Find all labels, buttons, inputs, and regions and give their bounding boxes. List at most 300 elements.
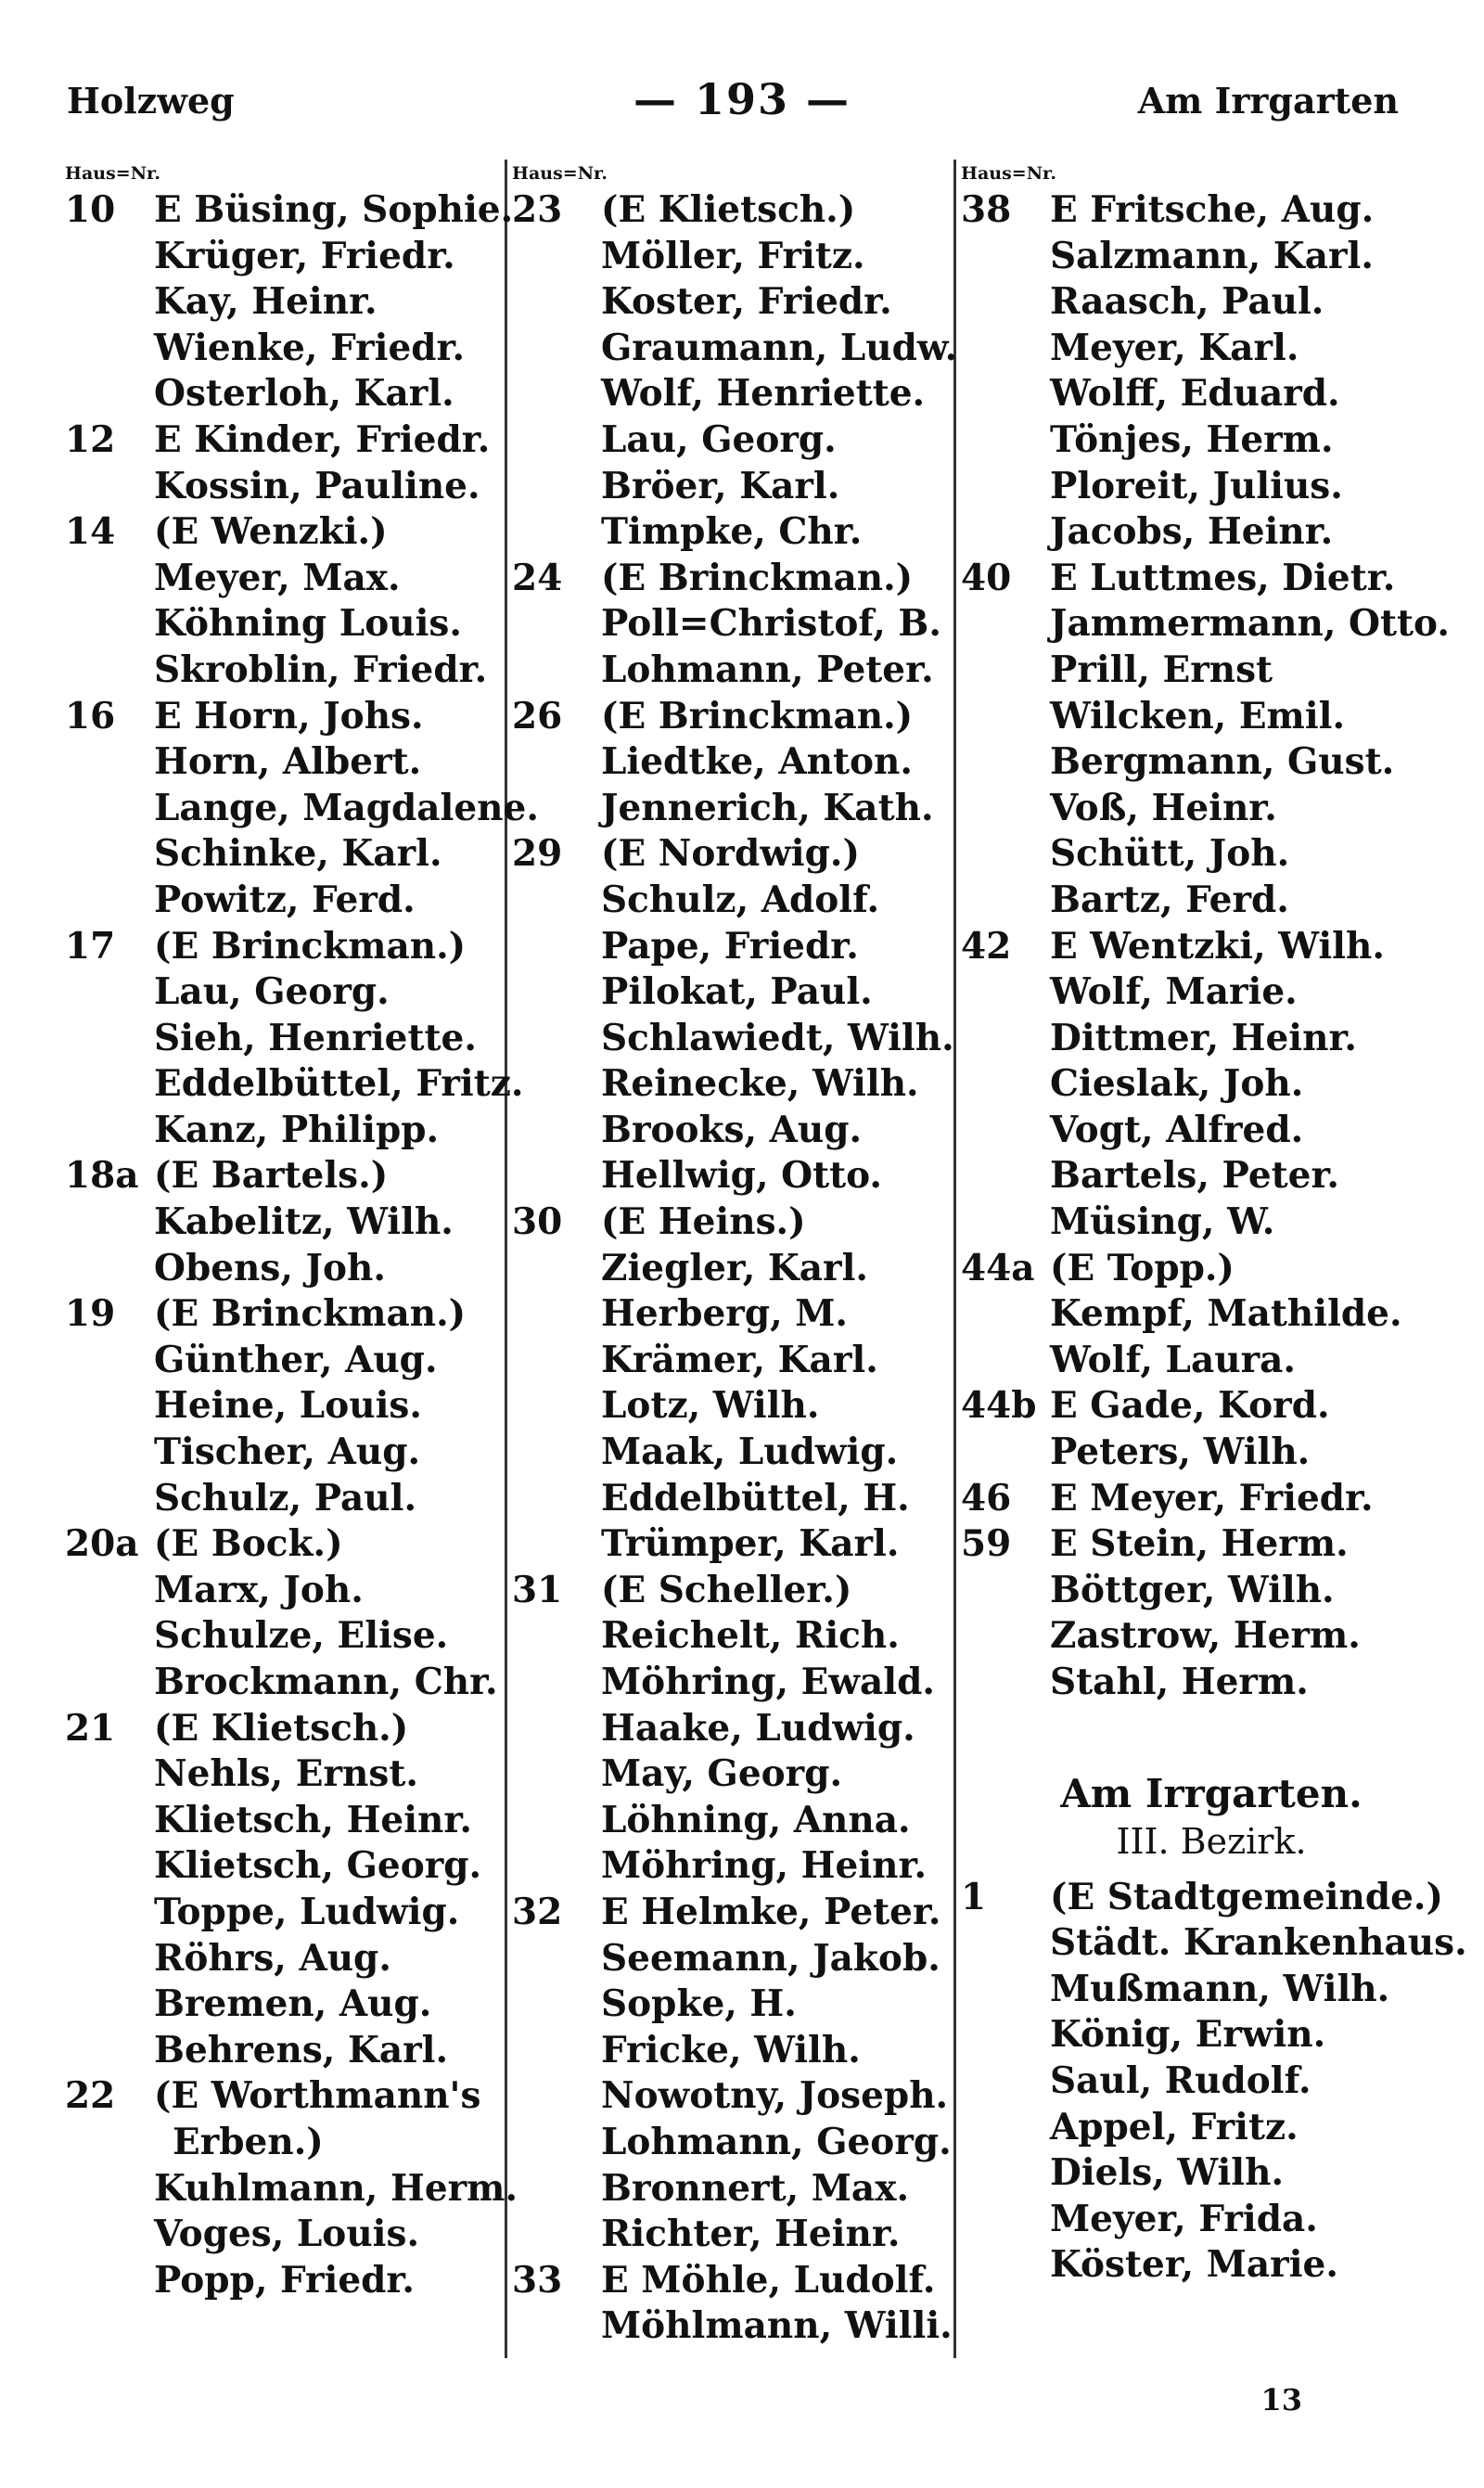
resident-name: (E Brinckman.) [154,1292,467,1336]
resident-name: Jammermann, Otto. [1050,602,1450,646]
directory-entry [961,1967,1425,2013]
directory-entry [961,417,1425,464]
directory-entry [961,831,1425,878]
resident-name: Koster, Friedr. [601,280,892,324]
resident-name: Raasch, Paul. [1050,280,1324,324]
directory-entry [512,601,948,648]
directory-entry [512,1798,948,1844]
directory-entry [961,694,1425,740]
directory-entry [961,1613,1425,1660]
directory-entry [65,739,499,786]
resident-name: Lotz, Wilh. [601,1384,820,1428]
directory-entry [512,924,948,970]
resident-name: Seemann, Jakob. [601,1936,940,1980]
directory-entry [512,1291,948,1338]
resident-name: (E Bock.) [154,1522,343,1566]
directory-entry [512,1430,948,1476]
resident-name: Köster, Marie. [1050,2243,1338,2287]
directory-entry [961,1016,1425,1062]
resident-name: Toppe, Ludwig. [154,1890,460,1933]
directory-entry [65,1016,499,1062]
resident-name: May, Georg. [601,1752,843,1796]
directory-entry [512,556,948,602]
directory-entry [65,279,499,326]
directory-entry [512,1706,948,1752]
directory-entry [512,279,948,326]
resident-name: Tönjes, Herm. [1050,417,1334,461]
directory-entry [512,1108,948,1154]
directory-entry [65,1338,499,1384]
resident-name: Pape, Friedr. [601,924,859,968]
resident-name: Mußmann, Wilh. [1050,1967,1390,2010]
resident-name: Vogt, Alfred. [1050,1108,1304,1151]
directory-entry [512,2166,948,2212]
house-number: 30 [512,1200,563,1244]
directory-entry [65,509,499,556]
resident-name: E Gade, Kord. [1050,1384,1330,1428]
directory-entry [65,1521,499,1568]
directory-entry [961,969,1425,1016]
resident-name: Wolff, Eduard. [1050,372,1340,416]
resident-name: Poll=Christof, B. [601,602,941,646]
resident-name: Stahl, Herm. [1050,1661,1309,1703]
house-number: 23 [512,188,563,231]
resident-name: Brooks, Aug. [601,1108,863,1151]
directory-entry [961,1108,1425,1154]
resident-name: Schütt, Joh. [1050,832,1290,876]
resident-name: Timpke, Chr. [601,510,863,554]
resident-name: E Möhle, Ludolf. [601,2258,936,2302]
resident-name: Sopke, H. [601,1982,797,2026]
resident-name: Saul, Rudolf. [1050,2058,1311,2102]
resident-name: (E Wenzki.) [154,510,388,554]
directory-entry [65,1108,499,1154]
directory-entry [512,1843,948,1890]
directory-entry [65,1798,499,1844]
resident-name: Wienke, Friedr. [154,326,466,369]
directory-entry [512,1890,948,1936]
signature-mark: 13 [1260,2382,1302,2417]
resident-name: (E Worthmann's [154,2074,481,2118]
directory-entry [961,2197,1425,2243]
directory-entry [961,878,1425,924]
directory-entry [65,1153,499,1199]
resident-name: Möhlmann, Willi. [601,2304,953,2348]
directory-entry [512,1568,948,1614]
directory-entry [961,1338,1425,1384]
resident-name: Salzmann, Karl. [1050,234,1374,277]
directory-entry [961,371,1425,417]
directory-entry [65,601,499,648]
directory-entry [512,1383,948,1430]
directory-entry [512,1061,948,1108]
resident-name: Bröer, Karl. [601,464,840,507]
resident-name: (E Nordwig.) [601,832,860,876]
directory-entry [65,924,499,970]
directory-entry [65,464,499,510]
resident-name: Dittmer, Heinr. [1050,1016,1357,1059]
resident-name: Lange, Magdalene. [154,786,539,829]
resident-name: Lau, Georg. [601,417,837,461]
resident-name: Eddelbüttel, H. [601,1476,910,1520]
resident-name: Reinecke, Wilh. [601,1062,919,1106]
resident-name: (E Heins.) [601,1200,806,1244]
resident-name: (E Brinckman.) [154,924,467,968]
resident-name: Röhrs, Aug. [154,1936,391,1980]
directory-entry [961,739,1425,786]
house-number: 38 [961,188,1012,231]
house-number: 14 [65,510,116,554]
resident-name: Cieslak, Joh. [1050,1062,1304,1106]
resident-name: Powitz, Ferd. [154,878,416,921]
resident-name: Städt. Krankenhaus. [1050,1921,1467,1965]
resident-name: Kay, Heinr. [154,280,377,324]
directory-entry [512,2073,948,2120]
house-number: 16 [65,694,116,737]
resident-name: Sieh, Henriette. [154,1016,477,1059]
directory-entry [961,924,1425,970]
directory-entry [512,2303,953,2350]
house-number: 10 [65,188,116,231]
directory-entry [512,1199,948,1246]
directory-entry [512,2028,948,2074]
directory-entry [961,509,1425,556]
directory-entry [961,1291,1425,1338]
house-number: 29 [512,832,563,876]
house-number: 22 [65,2074,116,2118]
house-number: 24 [512,556,563,599]
resident-name: Meyer, Frida. [1050,2197,1318,2240]
directory-entry [65,694,499,740]
resident-name: (E Brinckman.) [601,556,914,599]
house-number-label: Haus=Nr. [65,163,160,184]
resident-name: Müsing, W. [1050,1200,1275,1244]
directory-entry [512,739,948,786]
resident-name: Appel, Fritz. [1050,2105,1298,2148]
directory-entry [961,786,1425,832]
resident-name: Lau, Georg. [154,970,390,1014]
resident-name: Ploreit, Julius. [1050,464,1343,507]
resident-name: Osterloh, Karl. [154,372,454,416]
resident-name: Tischer, Aug. [154,1430,421,1474]
resident-name: Kempf, Mathilde. [1050,1292,1402,1336]
directory-entry [65,1613,499,1660]
resident-name: E Wentzki, Wilh. [1050,924,1385,968]
directory-entry [65,1843,499,1890]
house-number: 19 [65,1292,116,1336]
directory-entry [512,831,948,878]
resident-name: Skroblin, Friedr. [154,648,488,691]
directory-entry [65,2166,518,2212]
resident-name: Behrens, Karl. [154,2028,449,2071]
column-divider [505,160,507,2358]
directory-entry [65,878,499,924]
resident-name: Günther, Aug. [154,1338,438,1381]
resident-name: Kanz, Philipp. [154,1108,440,1151]
house-number: 1 [961,1875,987,1918]
directory-entry [512,1476,948,1522]
running-head-right: Am Irrgarten [1137,80,1399,122]
resident-name: Möller, Fritz. [601,234,865,277]
directory-entry [961,326,1425,372]
directory-entry [65,786,539,832]
directory-column-3 [961,160,1467,2367]
resident-name: Lohmann, Peter. [601,648,934,691]
directory-entry [65,417,499,464]
directory-entry [512,1338,948,1384]
directory-entry [961,1476,1425,1522]
house-number: 44b [961,1384,1037,1428]
resident-name: Schulze, Elise. [154,1614,449,1658]
directory-entry [65,1568,499,1614]
directory-entry [961,1875,1443,1921]
directory-entry [961,187,1425,234]
resident-name: Liedtke, Anton. [601,740,913,784]
directory-entry [512,1613,948,1660]
resident-name: Horn, Albert. [154,740,422,784]
directory-entry [65,371,499,417]
directory-entry [65,2120,499,2166]
directory-entry [512,2212,948,2258]
resident-name: Trümper, Karl. [601,1522,900,1566]
directory-entry [961,2058,1425,2105]
directory-entry [65,2073,499,2120]
resident-name: König, Erwin. [1050,2013,1326,2057]
directory-entry [65,1199,499,1246]
resident-name: Löhning, Anna. [601,1798,911,1841]
directory-entry [961,2242,1425,2289]
resident-name: Reichelt, Rich. [601,1614,900,1658]
directory-entry [961,1521,1425,1568]
directory-entry [65,234,499,280]
resident-name: Böttger, Wilh. [1050,1568,1335,1611]
directory-entry [961,556,1425,602]
resident-name: Obens, Joh. [154,1246,386,1289]
house-number: 33 [512,2258,563,2302]
resident-name: Haake, Ludwig. [601,1706,915,1750]
directory-entry [512,1660,948,1706]
directory-entry [961,2150,1425,2197]
house-number: 44a [961,1246,1035,1289]
directory-entry [961,1920,1467,1967]
resident-name: Graumann, Ludw. [601,326,958,369]
house-number: 42 [961,924,1012,968]
directory-entry [961,464,1425,510]
resident-name: Erben.) [173,2120,324,2163]
resident-name: Kuhlmann, Herm. [154,2166,518,2210]
resident-name: Diels, Wilh. [1050,2151,1285,2195]
directory-entry [961,1383,1425,1430]
street-section-title: Am Irrgarten. [1060,1770,1362,1816]
directory-entry [65,2028,499,2074]
resident-name: Klietsch, Heinr. [154,1798,472,1841]
resident-name: Maak, Ludwig. [601,1430,899,1474]
resident-name: Möhring, Ewald. [601,1661,935,1703]
directory-entry [961,1153,1425,1199]
resident-name: E Stein, Herm. [1050,1522,1349,1566]
resident-name: Kossin, Pauline. [154,464,480,507]
directory-entry [65,1246,499,1292]
resident-name: E Büsing, Sophie. [154,188,514,231]
directory-entry [65,831,499,878]
directory-entry [961,234,1425,280]
directory-entry [961,1061,1425,1108]
directory-entry [65,1476,499,1522]
directory-entry [512,509,948,556]
resident-name: E Fritsche, Aug. [1050,188,1375,231]
directory-entry [512,417,948,464]
directory-entry [961,1660,1425,1706]
directory-entry [65,1061,524,1108]
directory-entry [961,2105,1425,2151]
directory-entry [65,1383,499,1430]
resident-name: Heine, Louis. [154,1384,422,1428]
directory-entry [512,187,948,234]
resident-name: Nowotny, Joseph. [601,2074,949,2118]
resident-name: Ziegler, Karl. [601,1246,868,1289]
resident-name: (E Scheller.) [601,1568,852,1611]
resident-name: Bronnert, Max. [601,2166,910,2210]
directory-entry [961,601,1450,648]
resident-name: Pilokat, Paul. [601,970,873,1014]
directory-entry [65,1430,499,1476]
house-number: 31 [512,1568,563,1611]
resident-name: Peters, Wilh. [1050,1430,1311,1474]
resident-name: Meyer, Max. [154,556,401,599]
house-number: 17 [65,924,116,968]
resident-name: Meyer, Karl. [1050,326,1299,369]
resident-name: E Kinder, Friedr. [154,417,491,461]
directory-entry [512,1936,948,1982]
directory-entry [65,969,499,1016]
directory-entry [512,371,948,417]
directory-entry [512,326,958,372]
street-section-district: III. Bezirk. [1116,1820,1307,1862]
house-number: 20a [65,1522,139,1566]
resident-name: Bremen, Aug. [154,1982,432,2026]
directory-entry [65,556,499,602]
resident-name: Schlawiedt, Wilh. [601,1016,954,1059]
resident-name: Schulz, Adolf. [601,878,880,921]
house-number-label: Haus=Nr. [512,163,608,184]
resident-name: Brockmann, Chr. [154,1661,498,1703]
column-divider [953,160,956,2358]
directory-entry [65,1706,499,1752]
resident-name: Klietsch, Georg. [154,1844,482,1888]
resident-name: Bergmann, Gust. [1050,740,1395,784]
resident-name: (E Klietsch.) [601,188,856,231]
resident-name: E Meyer, Friedr. [1050,1476,1374,1520]
directory-entry [65,1291,499,1338]
directory-entry [65,1660,499,1706]
directory-entry [65,326,499,372]
resident-name: Jacobs, Heinr. [1050,510,1334,554]
directory-entry [512,464,948,510]
directory-entry [961,1246,1425,1292]
resident-name: Nehls, Ernst. [154,1752,418,1796]
directory-entry [65,1981,499,2028]
directory-entry [512,2258,948,2304]
directory-entry [512,2120,952,2166]
directory-entry [512,1016,954,1062]
resident-name: Kabelitz, Wilh. [154,1200,454,1244]
resident-name: Bartz, Ferd. [1050,878,1289,921]
directory-entry [512,1521,948,1568]
resident-name: (E Klietsch.) [154,1706,409,1750]
resident-name: Schulz, Paul. [154,1476,417,1520]
house-number-label: Haus=Nr. [961,163,1056,184]
page-number: — 193 — [633,74,851,124]
resident-name: Herberg, M. [601,1292,849,1336]
resident-name: Wolf, Laura. [1050,1338,1296,1381]
directory-entry [512,1246,948,1292]
house-number: 26 [512,694,563,737]
resident-name: Hellwig, Otto. [601,1154,883,1198]
directory-entry [961,279,1425,326]
directory-entry [512,969,948,1016]
directory-entry [65,187,514,234]
page-header [0,74,1484,148]
directory-entry [512,648,948,694]
directory-entry [961,1568,1425,1614]
directory-entry [961,1430,1425,1476]
resident-name: Eddelbüttel, Fritz. [154,1062,524,1106]
directory-entry [961,648,1425,694]
resident-name: (E Brinckman.) [601,694,914,737]
resident-name: Voges, Louis. [154,2212,420,2256]
running-head-left: Holzweg [67,80,235,122]
resident-name: Fricke, Wilh. [601,2028,861,2071]
resident-name: (E Stadtgemeinde.) [1050,1875,1443,1918]
directory-entry [512,694,948,740]
resident-name: Krüger, Friedr. [154,234,455,277]
resident-name: Jennerich, Kath. [601,786,934,829]
resident-name: Popp, Friedr. [154,2258,415,2302]
directory-entry [512,878,948,924]
directory-entry [65,648,499,694]
house-number: 32 [512,1890,563,1933]
resident-name: E Horn, Johs. [154,694,424,737]
house-number: 21 [65,1706,116,1750]
resident-name: Voß, Heinr. [1050,786,1277,829]
resident-name: Zastrow, Herm. [1050,1614,1361,1658]
directory-entry [65,2258,499,2304]
resident-name: Lohmann, Georg. [601,2120,952,2163]
resident-name: Möhring, Heinr. [601,1844,928,1888]
directory-entry [65,2212,499,2258]
directory-entry [65,1936,499,1982]
directory-entry [65,1890,499,1936]
resident-name: Wilcken, Emil. [1050,694,1346,737]
house-number: 59 [961,1522,1012,1566]
resident-name: Richter, Heinr. [601,2212,901,2256]
resident-name: Bartels, Peter. [1050,1154,1339,1198]
resident-name: Wolf, Marie. [1050,970,1298,1014]
house-number: 12 [65,417,116,461]
directory-entry [512,786,948,832]
resident-name: Prill, Ernst [1050,648,1273,691]
directory-entry [512,234,948,280]
house-number: 18a [65,1154,139,1198]
resident-name: Köhning Louis. [154,602,462,646]
resident-name: E Luttmes, Dietr. [1050,556,1396,599]
resident-name: E Helmke, Peter. [601,1890,941,1933]
resident-name: Marx, Joh. [154,1568,364,1611]
directory-entry [961,2012,1425,2058]
resident-name: (E Bartels.) [154,1154,389,1198]
directory-entry [512,1981,948,2028]
directory-entry [65,1751,499,1798]
